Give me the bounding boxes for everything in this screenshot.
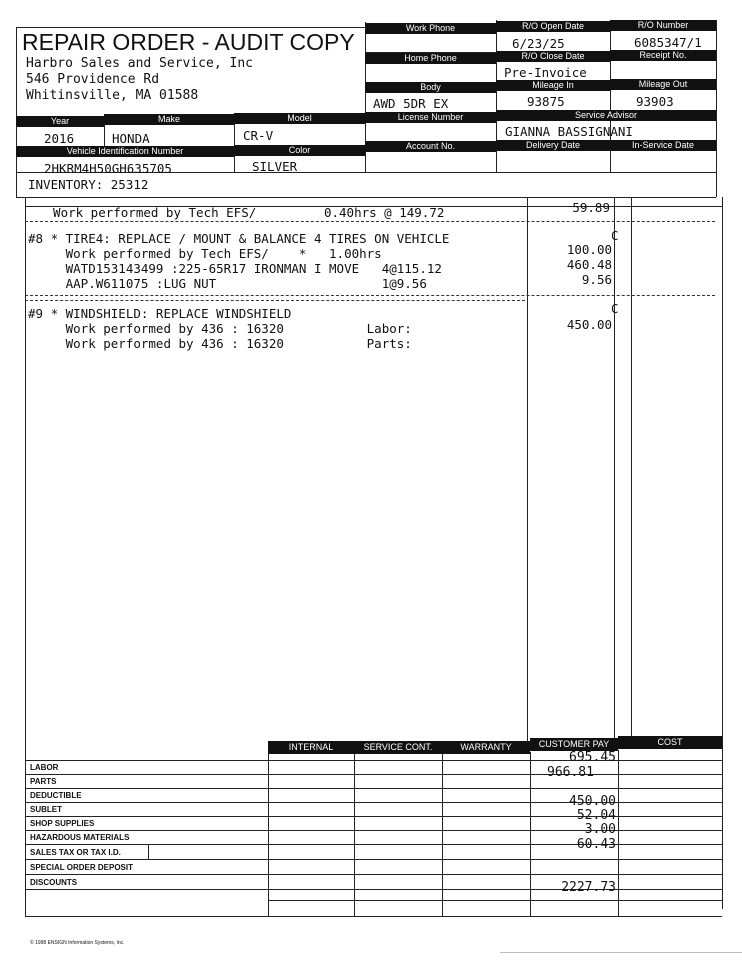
parts-total: 966.81 [547, 765, 594, 780]
work-phone-header: Work Phone [365, 23, 496, 34]
sales-tax-total: 60.43 [576, 837, 616, 852]
parts-label: PARTS [30, 777, 57, 786]
op9-labor-text: Work performed by 436 : 16320 Labor: [28, 321, 412, 336]
in-service-header: In-Service Date [610, 140, 716, 151]
open-date-header: R/O Open Date [496, 21, 610, 32]
make-value: HONDA [112, 131, 150, 146]
home-phone-header: Home Phone [365, 53, 496, 64]
line-work-amount: 59.89 [572, 200, 610, 215]
close-date-value: Pre-Invoice [504, 65, 587, 80]
vin-value: 2HKRM4H50GH635705 [44, 161, 172, 176]
hazardous-materials-label: HAZARDOUS MATERIALS [30, 833, 130, 842]
year-header: Year [16, 116, 104, 127]
labor-label: LABOR [30, 763, 59, 772]
op8-part2-amount: 9.56 [581, 272, 612, 287]
sublet-total: 450.00 [569, 794, 616, 809]
op8-labor-amount: 100.00 [566, 242, 612, 257]
mileage-in-value: 93875 [527, 94, 565, 109]
hazardous-materials-total: 3.00 [584, 822, 616, 837]
shop-supplies-label: SHOP SUPPLIES [30, 819, 95, 828]
footer-copyright: © 1998 ENSIGN Information Systems, Inc. [30, 940, 125, 946]
cost-header: COST [618, 736, 722, 749]
op8-flag: C [611, 228, 619, 243]
advisor-value: GIANNA BASSIGNANI [505, 124, 633, 139]
grand-total: 2227.73 [561, 880, 616, 895]
dealer-address-1: 546 Providence Rd [26, 72, 160, 87]
model-header: Model [234, 113, 365, 124]
dealer-address-2: Whitinsville, MA 01588 [26, 88, 199, 103]
mileage-out-header: Mileage Out [610, 79, 716, 90]
shop-supplies-total: 52.04 [576, 808, 616, 823]
line-work-text: Work performed by Tech EFS/ 0.40hrs @ 149.72 [38, 205, 445, 220]
close-date-header: R/O Close Date [496, 51, 610, 62]
sublet-label: SUBLET [30, 805, 62, 814]
service-contract-header: SERVICE CONT. [354, 741, 442, 754]
op9-parts-text: Work performed by 436 : 16320 Parts: [28, 336, 412, 351]
dealer-name: Harbro Sales and Service, Inc [26, 56, 253, 71]
labor-total: 695.45 [569, 750, 616, 765]
mileage-out-value: 93903 [636, 94, 674, 109]
mileage-in-header: Mileage In [496, 80, 610, 91]
year-value: 2016 [44, 131, 75, 146]
sales-tax-label: SALES TAX OR TAX I.D. [30, 848, 121, 857]
op8-labor-text: Work performed by Tech EFS/ * 1.00hrs [28, 246, 382, 261]
open-date-value: 6/23/25 [512, 36, 565, 51]
op9-title: #9 * WINDSHIELD: REPLACE WINDSHIELD [28, 306, 292, 321]
receipt-header: Receipt No. [610, 50, 716, 61]
delivery-date-header: Delivery Date [496, 140, 610, 151]
model-value: CR-V [243, 128, 274, 143]
op8-part1-amount: 460.48 [566, 257, 612, 272]
inventory-value: INVENTORY: 25312 [28, 177, 149, 192]
deductible-label: DEDUCTIBLE [30, 791, 82, 800]
customer-pay-header: CUSTOMER PAY [530, 738, 618, 751]
make-header: Make [104, 114, 234, 125]
color-value: SILVER [252, 159, 298, 174]
vin-header: Vehicle Identification Number [16, 146, 234, 157]
color-header: Color [234, 145, 365, 156]
warranty-header: WARRANTY [442, 741, 530, 754]
advisor-header: Service Advisor [496, 110, 716, 121]
op9-flag: C [611, 301, 619, 316]
body-header: Body [365, 82, 496, 93]
ro-number-header: R/O Number [610, 20, 716, 31]
body-value: AWD 5DR EX [373, 96, 449, 111]
page-title: REPAIR ORDER - AUDIT COPY [22, 29, 355, 55]
special-order-deposit-label: SPECIAL ORDER DEPOSIT [30, 863, 133, 872]
ro-number-value: 6085347/1 [634, 35, 702, 50]
op8-title: #8 * TIRE4: REPLACE / MOUNT & BALANCE 4 TIRES ON VEHICLE [28, 231, 450, 246]
op8-part2-text: AAP.W611075 :LUG NUT 1@9.56 [28, 276, 427, 291]
discounts-label: DISCOUNTS [30, 878, 78, 887]
license-header: License Number [365, 112, 496, 123]
op9-labor-amount: 450.00 [566, 317, 612, 332]
internal-header: INTERNAL [268, 741, 354, 754]
account-header: Account No. [365, 141, 496, 152]
op8-part1-text: WATD153143499 :225-65R17 IRONMAN I MOVE 4@115.12 [28, 261, 442, 276]
